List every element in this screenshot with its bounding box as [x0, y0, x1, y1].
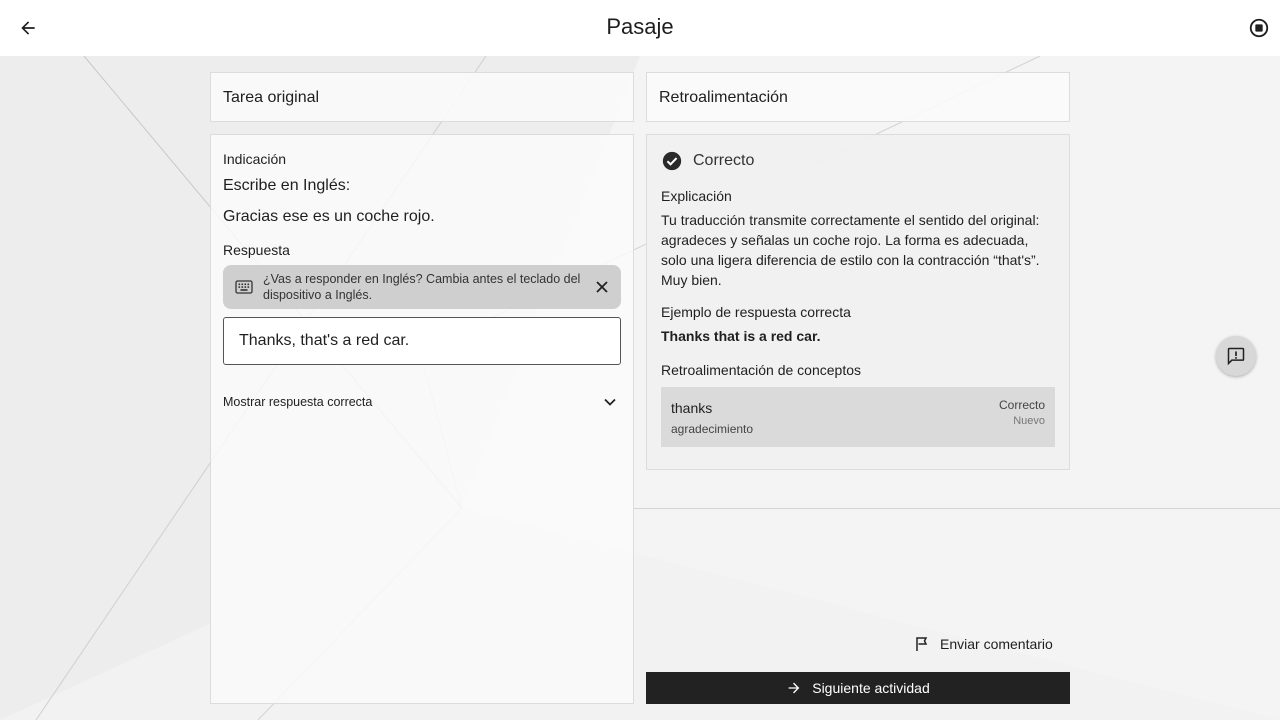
feedback-card-header	[646, 72, 1070, 122]
chevron-down-icon	[603, 395, 617, 409]
keyboard-icon	[235, 279, 253, 295]
background-decoration	[0, 56, 1280, 720]
explanation-text: Tu traducción transmite correctamente el sentido del original: agradeces y señalas un coche rojo. La forma es adecuada, solo una ligera diferencia de estilo con la contracción “that's”. Muy bien.	[661, 212, 1040, 288]
stop-circle-icon	[1248, 17, 1270, 39]
prompt-sentence: Gracias ese es un coche rojo.	[223, 208, 435, 225]
send-comment-label: Enviar comentario	[940, 636, 1053, 652]
concepts-label: Retroalimentación de conceptos	[661, 362, 862, 378]
arrow-right-icon	[786, 680, 802, 696]
task-card-header	[210, 72, 634, 122]
concept-item	[661, 387, 1055, 447]
task-card-body	[210, 134, 634, 704]
stop-button[interactable]	[1248, 17, 1270, 39]
concept-word: thanks	[671, 400, 713, 416]
feedback-button[interactable]	[1216, 336, 1256, 376]
feedback-card-title: Retroalimentación	[659, 89, 788, 106]
app-header	[0, 0, 1280, 56]
task-card-title: Tarea original	[223, 89, 320, 106]
concept-status: Correcto	[998, 398, 1045, 412]
keyboard-notice-text: ¿Vas a responder en Inglés? Cambia antes el teclado del dispositivo a Inglés.	[263, 272, 581, 302]
show-correct-answer-toggle[interactable]	[223, 389, 621, 415]
next-activity-button[interactable]	[646, 672, 1070, 704]
next-activity-label: Siguiente actividad	[812, 680, 930, 696]
feedback-icon	[1226, 346, 1246, 366]
feedback-card-body	[646, 134, 1070, 470]
result-status-text: Correcto	[693, 152, 755, 169]
answer-input[interactable]	[223, 317, 621, 365]
page-title: Pasaje	[606, 14, 674, 39]
answer-label: Respuesta	[223, 242, 290, 258]
check-circle-icon	[661, 150, 683, 172]
section-divider	[634, 508, 1280, 509]
example-answer: Thanks that is a red car.	[661, 328, 821, 344]
example-label: Ejemplo de respuesta correcta	[661, 304, 851, 320]
show-correct-answer-label: Mostrar respuesta correcta	[223, 395, 373, 409]
explanation-label: Explicación	[661, 188, 732, 204]
keyboard-notice-banner	[223, 265, 621, 309]
send-comment-button[interactable]	[914, 634, 1053, 654]
close-icon[interactable]	[595, 280, 609, 294]
prompt-instruction: Escribe en Inglés:	[223, 177, 351, 194]
concept-meaning: agradecimiento	[671, 422, 754, 436]
flag-icon	[914, 636, 930, 652]
result-status	[661, 150, 754, 172]
prompt-label: Indicación	[223, 151, 287, 167]
concept-tag: Nuevo	[1013, 415, 1045, 427]
